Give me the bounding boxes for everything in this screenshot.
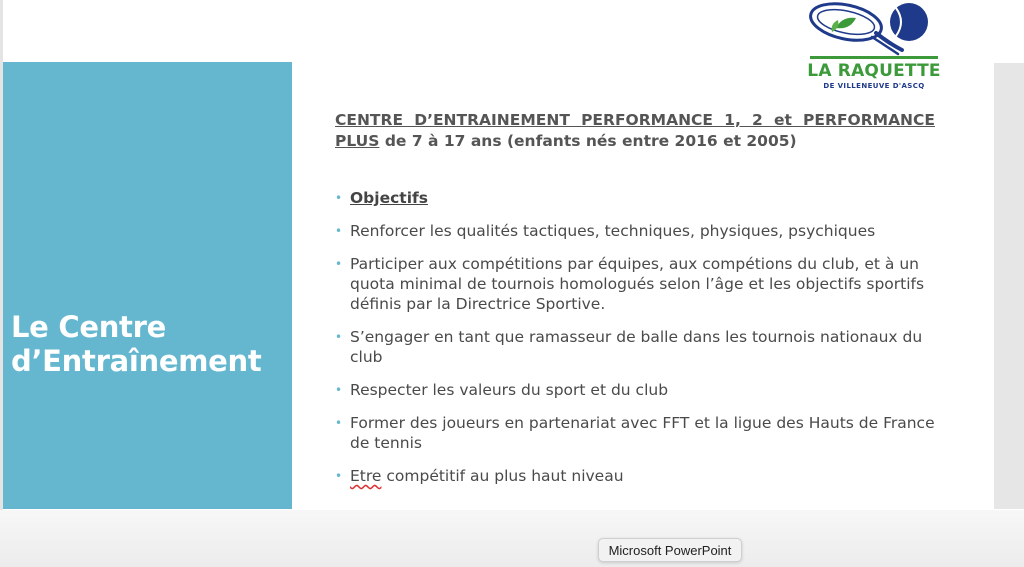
- logo-subtitle: DE VILLENEUVE D'ASCQ: [823, 82, 925, 90]
- bullet-label: Former des joueurs en partenariat avec FFT et la ligue des Hauts de France de tennis: [350, 414, 935, 452]
- slide-title-line1: Le Centre: [11, 310, 166, 344]
- title-panel: [3, 62, 292, 509]
- content-heading: [335, 110, 935, 152]
- slide-title: [11, 310, 291, 378]
- bullet-list: [335, 188, 935, 486]
- bullet-item: [335, 466, 935, 486]
- bullet-dot-icon: •: [335, 383, 343, 397]
- bullet-item: [335, 221, 935, 241]
- bullet-dot-icon: •: [335, 416, 343, 430]
- club-logo: [806, 2, 942, 94]
- bullet-item: [335, 327, 935, 367]
- bullet-label: Participer aux compétitions par équipes, aux compétions du club, et à un quota minimal de tournois homologués selon l’âge et les objectifs sportifs définis par la Directrice Sportive.: [350, 255, 925, 313]
- bullet-label: Respecter les valeurs du sport et du club: [350, 381, 669, 399]
- bottom-bar: [0, 510, 1024, 567]
- bullet-label-rest: compétitif au plus haut niveau: [381, 467, 624, 485]
- tennis-racket-leaf-logo-icon: [806, 2, 942, 62]
- bullet-item: [335, 413, 935, 453]
- bullet-item: [335, 188, 935, 208]
- bullet-label: Renforcer les qualités tactiques, techniques, physiques, psychiques: [350, 222, 876, 240]
- slide-title-line2: d’Entraînement: [11, 344, 262, 378]
- heading-rest: de 7 à 17 ans (enfants nés entre 2016 et 2005): [379, 132, 797, 150]
- bullet-dot-icon: •: [335, 257, 343, 271]
- bullet-dot-icon: •: [335, 191, 343, 205]
- logo-name: LA RAQUETTE: [807, 61, 941, 81]
- bullet-first-word: Etre: [350, 467, 382, 485]
- heading-underlined: CENTRE D’ENTRAINEMENT PERFORMANCE 1, 2 et PERFORMANCE PLUS: [335, 111, 935, 150]
- bullet-dot-icon: •: [335, 330, 343, 344]
- bullet-dot-icon: •: [335, 469, 343, 483]
- bullet-label: S’engager en tant que ramasseur de balle dans les tournois nationaux du club: [350, 328, 923, 366]
- bullet-dot-icon: •: [335, 224, 343, 238]
- bullet-item: [335, 254, 935, 314]
- right-gray-strip: [994, 63, 1024, 509]
- bullet-label: Objectifs: [350, 189, 428, 207]
- app-tooltip: Microsoft PowerPoint: [598, 538, 742, 562]
- bullet-item: [335, 380, 935, 400]
- slide-content: [335, 110, 935, 499]
